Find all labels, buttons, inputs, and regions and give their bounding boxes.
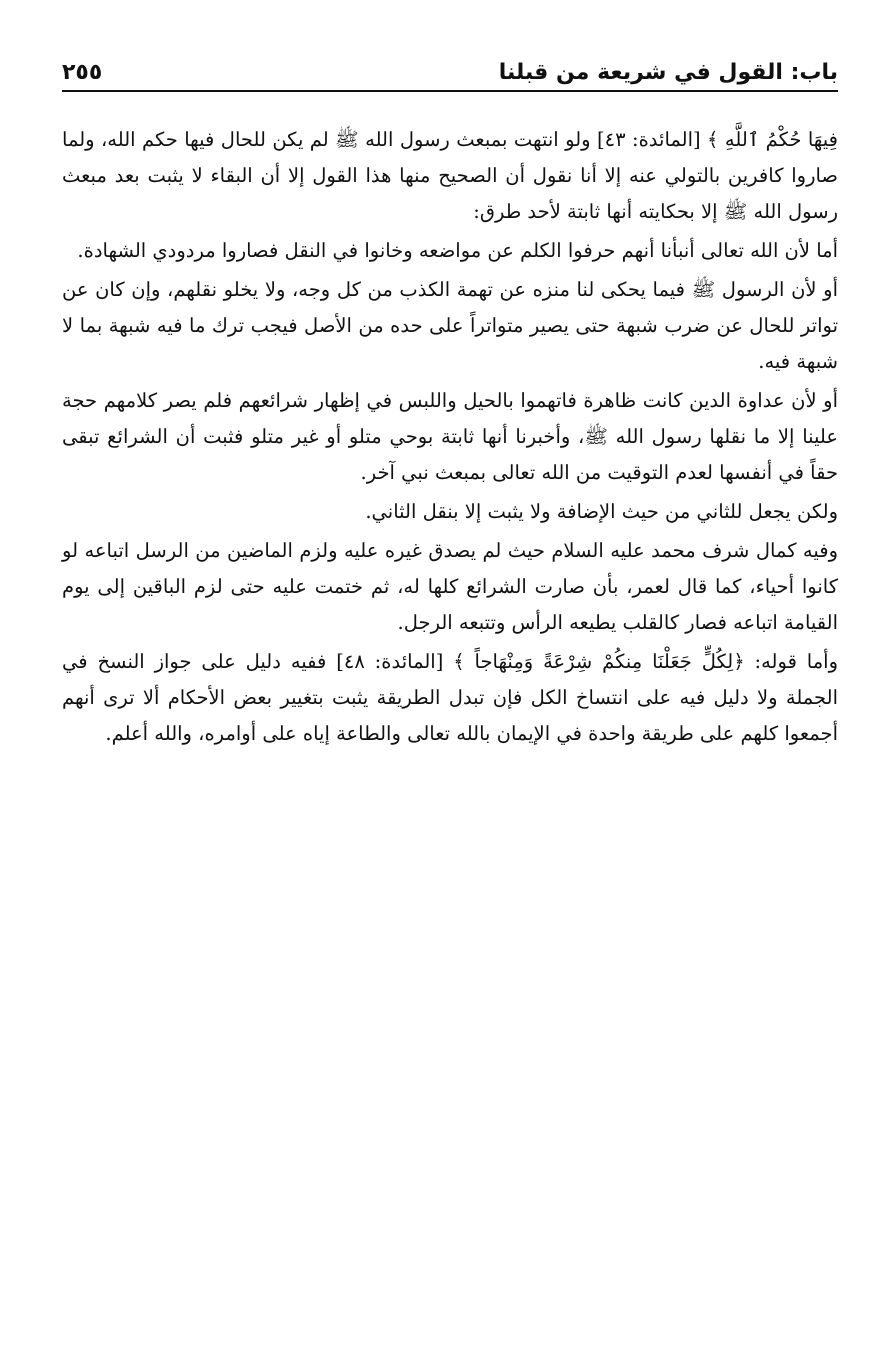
- paragraph-3: أو لأن الرسول ﷺ فيما يحكى لنا منزه عن تهمة الكذب من كل وجه، ولا يخلو نقلهم، وإن كان عن تواتر للحال عن ضرب شبهة حتى يصير متواتراً على حده من الأصل فيجب ترك ما فيه شبهة بما لا شبهة فيه.: [62, 278, 838, 373]
- body-text: [62, 122, 838, 752]
- page-number: ٢٥٥: [62, 60, 103, 85]
- paragraph-4: أو لأن عداوة الدين كانت ظاهرة فاتهموا بالحيل واللبس في إظهار شرائعهم فلم يصر كلامهم حجة علينا إلا ما نقلها رسول الله ﷺ، وأخبرنا أنها ثابتة بوحي متلو أو غير متلو فثبت أن الشرائع تبقى حقاً في أنفسها لعدم التوقيت من الله تعالى بمبعث نبي آخر.: [62, 389, 838, 484]
- book-page: [62, 44, 838, 755]
- chapter-title: باب: القول في شريعة من قبلنا: [498, 60, 838, 85]
- paragraph-6: وفيه كمال شرف محمد عليه السلام حيث لم يصدق غيره عليه ولزم الماضين من الرسل اتباعه لو كانوا أحياء، كما قال لعمر، بأن صارت الشرائع كلها له، ثم ختمت عليه حتى لزم الباقين إلى يوم القيامة اتباعه فصار كالقلب يطيعه الرأس وتتبعه الرجل.: [62, 539, 838, 634]
- page-header: [62, 44, 838, 92]
- paragraph-2: أما لأن الله تعالى أنبأنا أنهم حرفوا الكلم عن مواضعه وخانوا في النقل فصاروا مردودي الشهادة.: [77, 239, 838, 262]
- paragraph-1: فِيهَا حُكْمُ ٱللَّهِ ﴾ [المائدة: ٤٣] ولو انتهت بمبعث رسول الله ﷺ لم يكن للحال فيها حكم الله، ولما صاروا كافرين بالتولي عنه إلا أنا نقول أن الصحيح منها هذا القول إلا أن البقاء لا يثبت بعد مبعث رسول الله ﷺ إلا بحكايته أنها ثابتة لأحد طرق:: [62, 128, 838, 223]
- paragraph-5: ولكن يجعل للثاني من حيث الإضافة ولا يثبت إلا بنقل الثاني.: [365, 500, 838, 523]
- paragraph-7: وأما قوله: ﴿لِكُلٍّ جَعَلْنَا مِنكُمْ شِرْعَةً وَمِنْهَاجاً ﴾ [المائدة: ٤٨] ففيه دليل على جواز النسخ في الجملة ولا دليل فيه على انتساخ الكل فإن تبدل الطريقة يثبت بتغيير بعض الأحكام ألا ترى أنهم أجمعوا كلهم على طريقة واحدة في الإيمان بالله تعالى والطاعة إياه على أوامره، والله أعلم.: [62, 650, 838, 745]
